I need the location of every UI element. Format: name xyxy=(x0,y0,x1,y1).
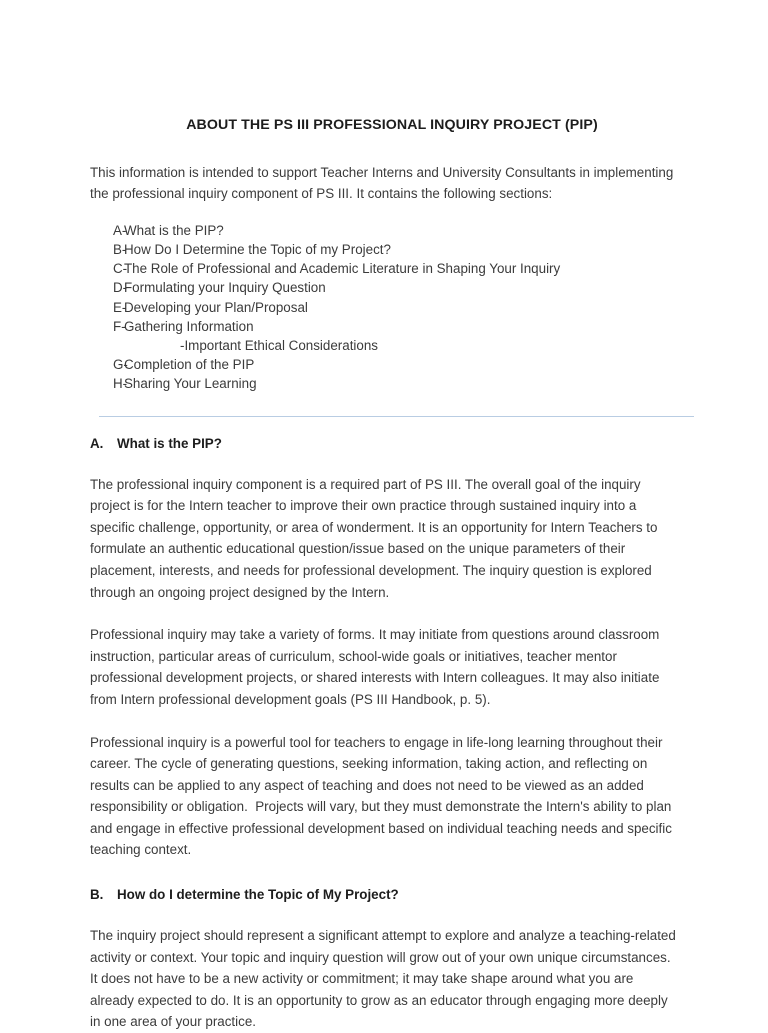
section-heading-a xyxy=(90,417,694,453)
toc-marker: A- xyxy=(113,222,127,238)
toc-label: How Do I Determine the Topic of my Project? xyxy=(124,241,391,257)
toc-item-g xyxy=(90,355,694,374)
toc-marker: G- xyxy=(113,357,128,373)
section-a-paragraph-3: Professional inquiry is a powerful tool for teachers to engage in life-long learning throughout their career. The cycle of generating questions, seeking information, taking action, and reflecting on results can be applied to any aspect of teaching and does not need to be viewed as an added responsibility or obligation. Projects will vary, but they must demonstrate the Intern's ability to plan and engage in effective professional development based on individual teaching needs and specific teaching context. xyxy=(90,734,676,858)
toc-item-e xyxy=(90,298,694,317)
divider-wrapper xyxy=(90,394,694,417)
section-heading-text: How do I determine the Topic of My Project? xyxy=(117,887,399,903)
toc-label: What is the PIP? xyxy=(124,222,224,238)
section-a-paragraph-1: The professional inquiry component is a required part of PS III. The overall goal of the inquiry project is for the Intern teacher to improve their own practice through sustained inquiry into a specific challenge, opportunity, or area of wonderment. It is an opportunity for Intern Teachers to formulate an authentic educational question/issue based on the unique parameters of their placement, interests, and needs for professional development. The inquiry question is explored through an ongoing project designed by the Intern. xyxy=(90,476,662,600)
toc-label: Formulating your Inquiry Question xyxy=(124,280,326,296)
toc-marker: H- xyxy=(113,376,128,392)
document-content xyxy=(90,0,694,1033)
section-heading-b xyxy=(90,861,694,904)
toc-label: Developing your Plan/Proposal xyxy=(124,299,308,315)
toc-item-c xyxy=(90,259,694,278)
toc-item-f xyxy=(90,317,694,336)
toc-marker: F- xyxy=(113,318,126,334)
toc-marker: D- xyxy=(113,280,128,296)
toc-subitem-ethical-considerations: -Important Ethical Considerations xyxy=(180,337,378,353)
section-heading-text: What is the PIP? xyxy=(117,435,222,451)
toc-marker: B- xyxy=(113,241,127,257)
toc-marker: C- xyxy=(113,261,128,277)
toc-marker: E- xyxy=(113,299,127,315)
section-a-paragraph-2: Professional inquiry may take a variety of forms. It may initiate from questions around classroom instruction, particular areas of curriculum, school-wide goals or initiatives, teacher mentor professional development projects, or shared interests with Intern colleagues. It may also initiate from Intern professional development goals (PS III Handbook, p. 5). xyxy=(90,627,664,707)
toc-label: The Role of Professional and Academic Literature in Shaping Your Inquiry xyxy=(124,261,561,277)
table-of-contents xyxy=(90,205,694,394)
intro-paragraph: This information is intended to support Teacher Interns and University Consultants in implementing the professional inquiry component of PS III. It contains the following sections: xyxy=(90,164,674,202)
section-letter: A. xyxy=(90,435,104,451)
toc-label: Sharing Your Learning xyxy=(124,376,257,392)
toc-label: Completion of the PIP xyxy=(124,357,255,373)
section-letter: B. xyxy=(90,887,104,903)
toc-item-d xyxy=(90,278,694,297)
toc-item-h xyxy=(90,374,694,393)
toc-item-b xyxy=(90,240,694,259)
toc-label: Gathering Information xyxy=(124,318,254,334)
document-title: ABOUT THE PS III PROFESSIONAL INQUIRY PROJECT (PIP) xyxy=(186,117,598,133)
toc-item-a xyxy=(90,221,694,240)
section-b-paragraph-1: The inquiry project should represent a significant attempt to explore and analyze a teaching-related activity or context. Your topic and inquiry question will grow out of your own unique circumstances. It does not have to be a new activity or commitment; it may take shape around what you are already expected to do. It is an opportunity to grow as an educator through engaging more deeply in one area of your practice. xyxy=(90,928,680,1030)
